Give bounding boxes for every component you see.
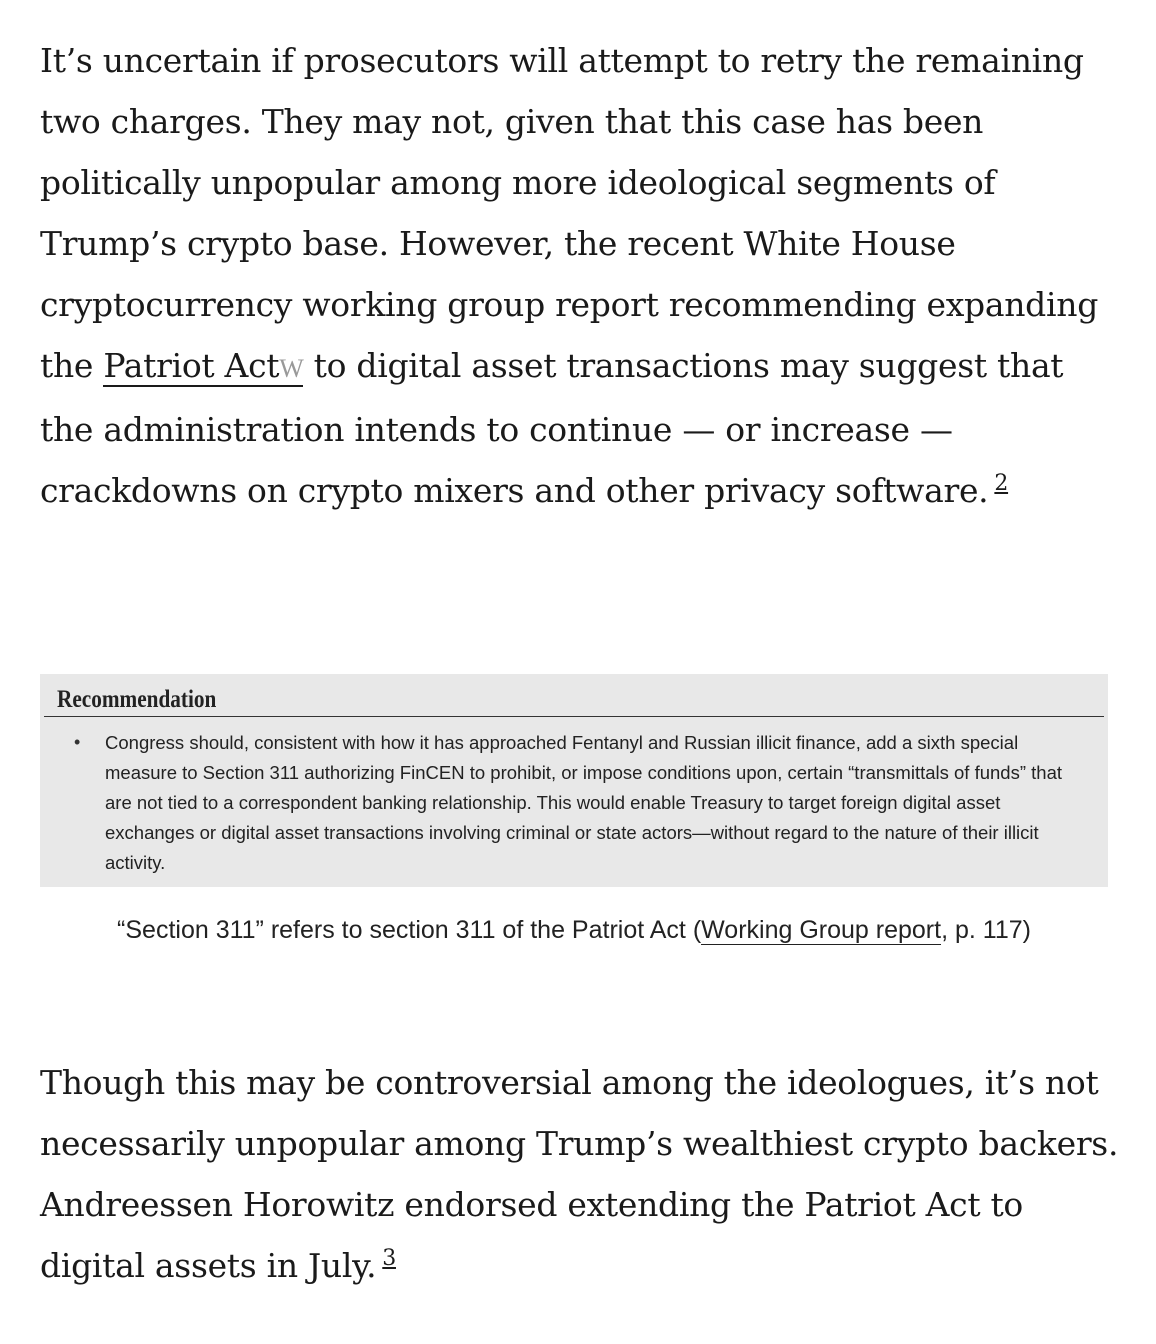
paragraph-text: to digital asset transactions may suggest that the administration intends to continue — or increase — crackdowns on crypto mixers and other privacy software. [40,346,1064,510]
link-text: Patriot Act [103,346,280,385]
body-paragraph [40,1052,1120,1296]
figure-title: Recommendation [57,686,217,713]
footnote-link[interactable]: 3 [382,1246,396,1271]
paragraph-text: Though this may be controversial among the ideologues, it’s not necessarily unpopular among Trump’s wealthiest crypto backers. Andreessen Horowitz endorsed extending the Patriot Act to digital assets in July. [40,1063,1119,1285]
working-group-report-link[interactable]: Working Group report [701,916,942,944]
footnote-link[interactable]: 2 [994,471,1009,496]
body-paragraph [40,30,1120,521]
caption-text: , p. 117) [941,916,1031,944]
divider [44,716,1104,717]
figure-caption [0,916,1148,945]
recommendation-text: Congress should, consistent with how it has approached Fentanyl and Russian illicit finance, add a sixth special measure to Section 311 authorizing FinCEN to prohibit, or impose conditions upon, certain “transmittals of funds” that are not tied to a correspondent banking relationship. This would enable Treasury to target foreign digital asset exchanges or digital asset transactions involving criminal or state actors—without regard to the nature of their illicit activity. [105,732,1063,873]
paragraph-text: It’s uncertain if prosecutors will attempt to retry the remaining two charges. They may not, given that this case has been politically unpopular among more ideological segments of Trump’s crypto base. However, the recent White House cryptocurrency working group report recommending expanding the [40,41,1099,385]
bullet-icon: • [74,732,81,752]
patriot-act-link[interactable] [103,346,303,387]
recommendation-figure [40,674,1108,887]
caption-text: “Section 311” refers to section 311 of the Patriot Act ( [117,916,702,944]
wikipedia-icon: W [279,354,304,383]
